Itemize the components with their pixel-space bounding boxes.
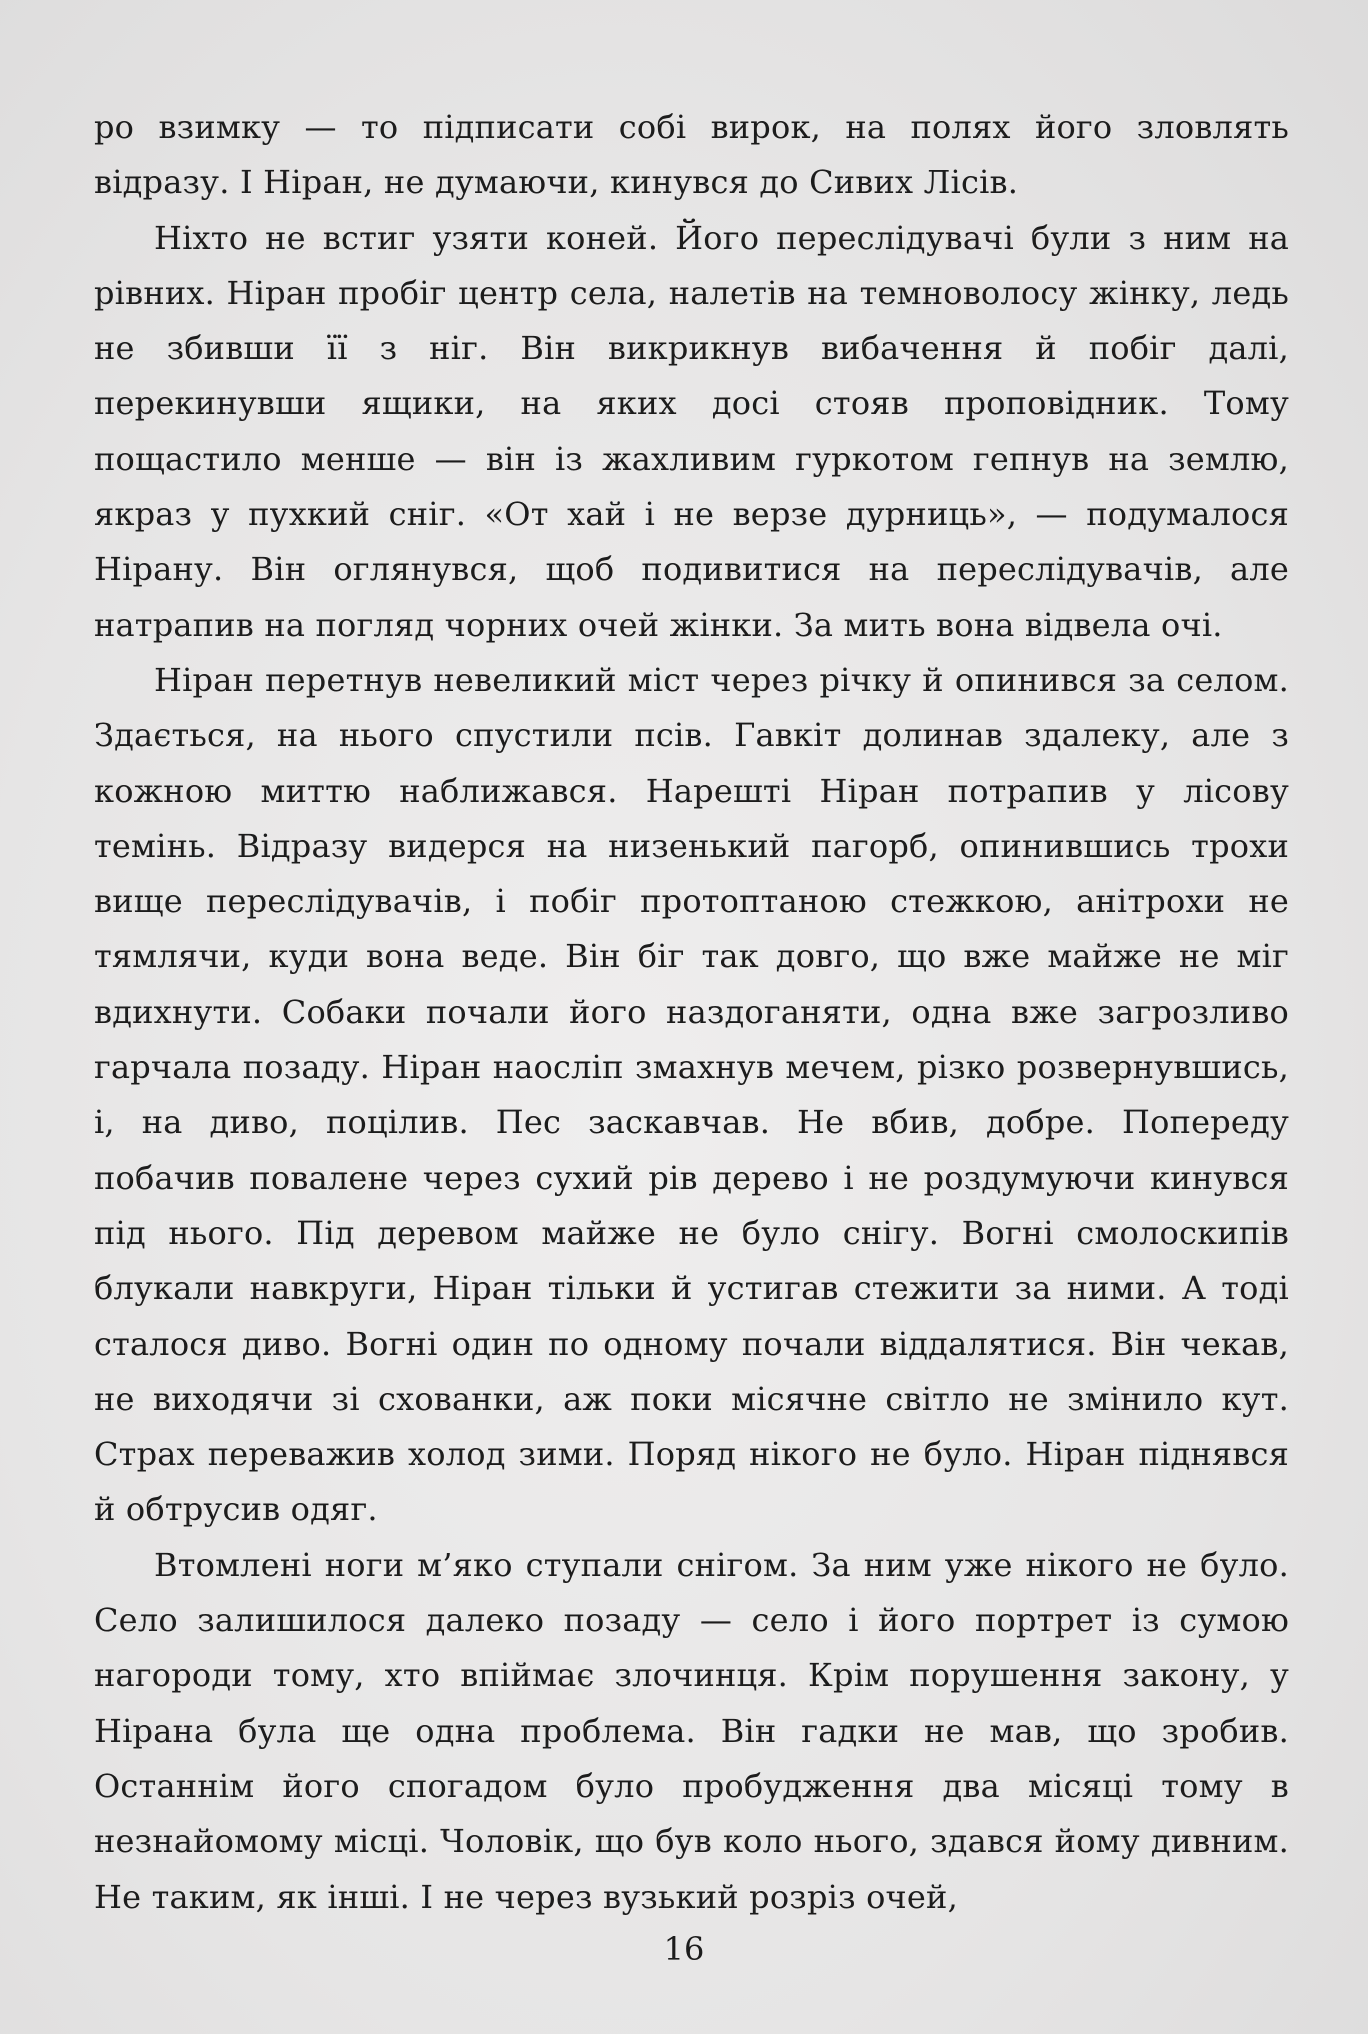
paragraph-3: Ніран перетнув невеликий міст через річку й опинився за селом. Здається, на нього спустили псів. Гавкіт долинав здалеку, але з кожною миттю наближався. Нарешті Ніран потрапив у лісову темінь. Відразу видерся на низенький пагорб, опинившись трохи вище переслідувачів, і побіг протоптаною стежкою, анітрохи не тямлячи, куди вона веде. Він біг так довго, що вже майже не міг вдихнути. Собаки почали його наздоганяти, одна вже загрозливо гарчала позаду. Ніран наосліп змахнув мечем, різко розвернувшись, і, на диво, поцілив. Пес заскавчав. Не вбив, добре. Попереду побачив повалене через сухий рів дерево і не роздумуючи кинувся під нього. Під деревом майже не було снігу. Вогні смолоскипів блукали навкруги, Ніран тільки й устигав стежити за ними. А тоді сталося диво. Вогні один по одному почали віддалятися. Він чекав, не виходячи зі схованки, аж поки місячне світло не змінило кут. Страх переважив холод зими. Поряд нікого не було. Ніран піднявся й обтрусив одяг.	[94, 660, 1289, 1529]
page-number: 16	[663, 1930, 705, 1968]
paragraph-2: Ніхто не встиг узяти коней. Його переслідувачі були з ним на рівних. Ніран пробіг центр села, налетів на темноволосу жінку, ледь не збивши її з ніг. Він викрикнув вибачення й побіг далі, перекинувши ящики, на яких досі стояв проповідник. Тому пощастило менше — він із жахливим гуркотом гепнув на землю, якраз у пухкий сніг. «От хай і не верзе дурниць», — подумалося Нірану. Він оглянувся, щоб подивитися на переслідувачів, але натрапив на погляд чорних очей жінки. За мить вона відвела очі.	[94, 218, 1289, 644]
paragraph-4: Втомлені ноги м’яко ступали снігом. За ним уже нікого не було. Село залишилося далеко позаду — село і його портрет із сумою нагороди тому, хто впіймає злочинця. Крім порушення закону, у Нірана була ще одна проблема. Він гадки не мав, що зробив. Останнім його спогадом було пробудження два місяці тому в незнайомому місці. Чоловік, що був коло нього, здався йому дивним. Не таким, як інші. І не через вузький розріз очей,	[94, 1545, 1289, 1916]
paragraph-1: ро взимку — то підписати собі вирок, на полях його зловлять відразу. І Ніран, не думаючи, кинувся до Сивих Лісів.	[94, 108, 1289, 202]
body-text	[94, 100, 1289, 1925]
